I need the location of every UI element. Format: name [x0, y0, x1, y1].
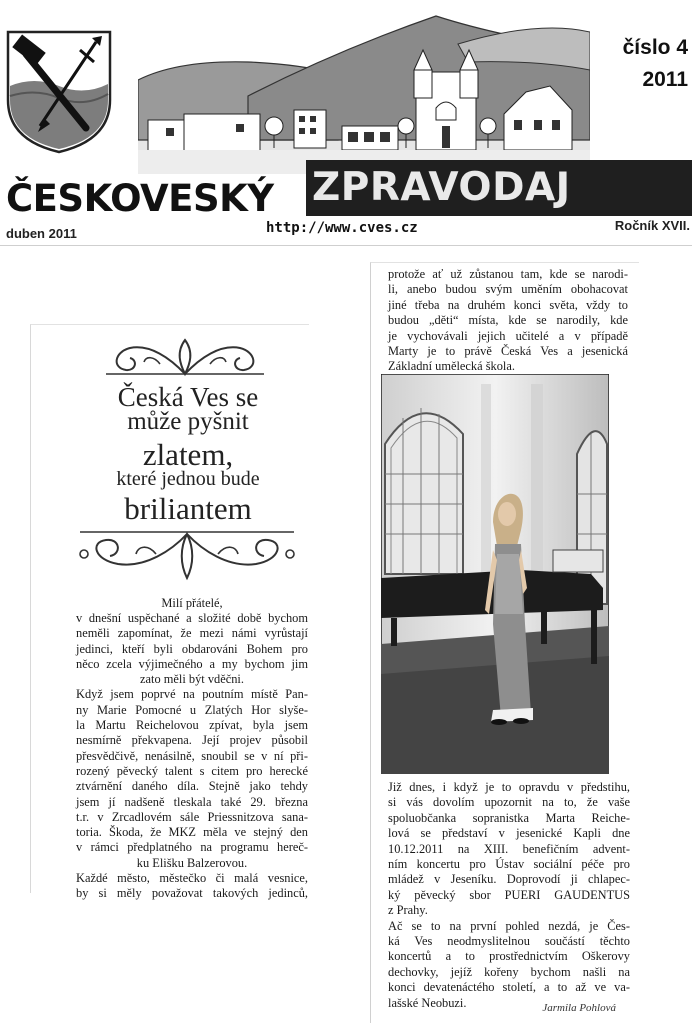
text-line: si vás dovolím upozornit na to, že vaše	[388, 795, 630, 810]
text-line: dechovky, jejíž kořeny bychom našli na	[388, 964, 630, 979]
text-line: Základní umělecká škola.	[388, 359, 515, 374]
article-author: Jarmila Pohlová	[542, 1002, 616, 1014]
headline-line-2: může pyšnit	[127, 408, 249, 435]
text-line: neměli zapomínat, že mezi námi vyrůstají	[76, 626, 308, 641]
text-line: t.r. v Zrcadlovém sále Priessnitzova sana-	[76, 809, 308, 824]
text-line: ztvárnění daného díla. Stejně jako tehdy	[76, 779, 308, 794]
text-line: ny Marie Pomocné u Zlatých Hor slyše-	[76, 702, 308, 717]
ornament-bottom-icon	[76, 524, 298, 584]
text-line: by si měly považovat takových jedinců,	[76, 886, 308, 901]
text-line: mládež v Jeseníku. Doprovodí ji chlapec-	[388, 872, 630, 887]
text-line: lová se představí v jesenické Kapli dne	[388, 826, 630, 841]
issue-year: 2011	[642, 68, 688, 91]
village-landscape-illustration	[138, 10, 590, 176]
text-line: jedinci, kteří byli obdarováni Bohem pro	[76, 641, 308, 656]
text-line: je vychovávali jejich učitelé a v případě	[388, 328, 628, 343]
text-line: 10.12.2011 na XIII. benefičním advent-	[388, 841, 630, 856]
text-line: jsem jí nadšeně tleskala také 29. března	[76, 794, 308, 809]
text-line: Každé město, městečko či malá vesnice,	[76, 871, 308, 886]
text-line: zato měli být vděčni.	[140, 672, 244, 687]
text-line: koncertů a to prostřednictvím Oškerovy	[388, 949, 630, 964]
article-right-bottom-text	[388, 780, 630, 1011]
ornament-top-icon	[100, 334, 270, 380]
headline-line-4: které jednou bude	[116, 468, 260, 490]
issue-date: duben 2011	[6, 226, 77, 241]
headline-line-3: zlatem,	[142, 437, 234, 472]
text-line: Ač se to na první pohled nezdá, je Čes-	[388, 918, 630, 933]
text-line: z Prahy.	[388, 903, 428, 918]
text-line: v dnešní uspěchané a složité době bychom	[76, 611, 308, 625]
text-line: toria. Škoda, že MKZ měla ve stejný den	[76, 825, 308, 840]
article-right-top-text	[388, 267, 628, 375]
masthead-divider	[0, 245, 692, 246]
text-line: něco zcela výjimečného a my bychom jim	[76, 656, 308, 671]
text-line: ký pěvecký sbor PUERI GAUDENTUS	[388, 887, 630, 902]
headline-line-1: Česká Ves se	[117, 382, 259, 412]
article-greeting: Milí přátelé,	[161, 596, 223, 610]
volume-label: Ročník XVII.	[614, 218, 690, 233]
masthead-title-left: ČESKOVESKÝ	[6, 177, 274, 220]
headline-line-5: briliantem	[124, 491, 252, 526]
text-line: budou „děti“ místa, kde se narodily, kde	[388, 313, 628, 328]
text-line: rozený pěvecký talent s citem pro herecké	[76, 763, 308, 778]
text-line: ním koncertu pro Ústav sociální péče pro	[388, 857, 630, 872]
text-line: li, anebo budou svým uměním obohacovat	[388, 282, 628, 297]
text-line: Marty je to právě Česká Ves a jesenická	[388, 344, 628, 359]
text-line: konci devatenáctého století, a to až ve va-	[388, 980, 630, 995]
text-line: spoluobčanka sopranistka Marta Reiche-	[388, 810, 630, 825]
concert-hall-singer-photo	[381, 374, 609, 774]
article-left-text	[76, 611, 308, 902]
website-link[interactable]: http://www.cves.cz	[266, 220, 418, 236]
issue-number: číslo 4	[622, 36, 688, 59]
text-line: přesvědčivě, nenásilně, snoubil se v ní při-	[76, 748, 308, 763]
text-line: Již dnes, i když je to opravdu v předstihu,	[388, 780, 630, 794]
text-line: la Martu Reichelovou zpívat, byla jsem	[76, 718, 308, 733]
text-line: protože ať už zůstanou tam, kde se narodi-	[388, 267, 628, 281]
coat-of-arms-icon	[4, 28, 114, 154]
text-line: jiné třeba na druhém konci světa, vždy to	[388, 297, 628, 312]
text-line: Když jsem poprvé na poutním místě Pan-	[76, 687, 308, 702]
text-line: lašské Neobuzi.	[388, 995, 467, 1010]
text-line: ká Ves neodmyslitelnou součástí těchto	[388, 934, 630, 949]
text-line: ku Elišku Balzerovou.	[136, 855, 248, 870]
masthead-title-right: ZPRAVODAJ	[312, 165, 571, 210]
text-line: v rámci předplatného na programu hereč-	[76, 840, 308, 855]
text-line: nesmírně překvapena. Její projev působil	[76, 733, 308, 748]
